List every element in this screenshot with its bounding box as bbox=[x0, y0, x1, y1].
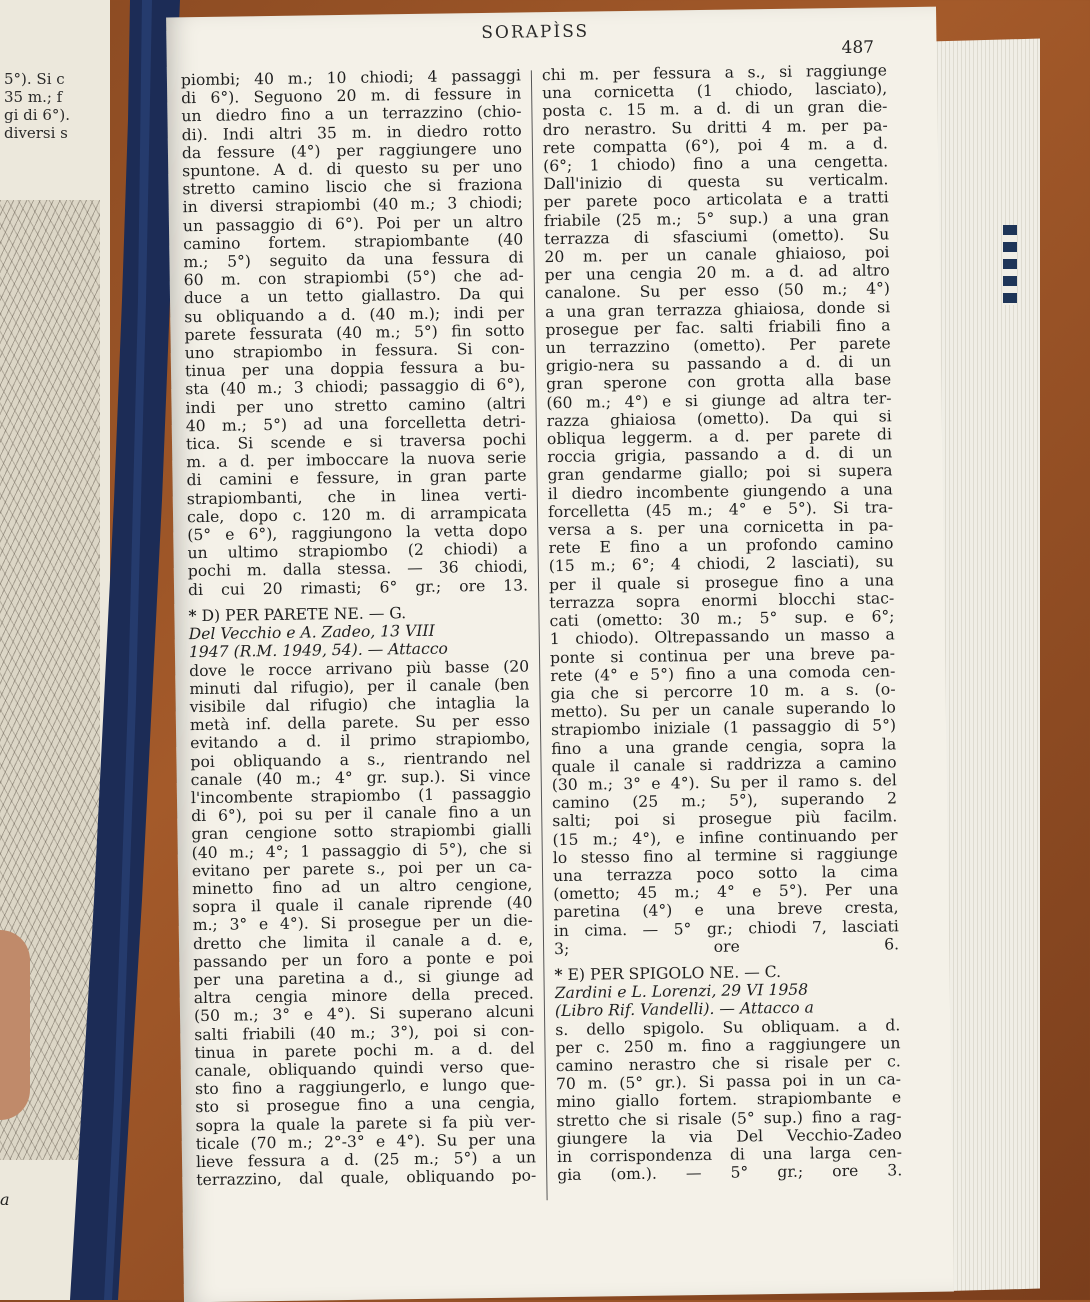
text-line: cale, dopo c. 120 m. di arrampicata bbox=[186, 503, 528, 527]
text-line: 40 m.; 5°) ad una forcelletta detri- bbox=[185, 412, 526, 436]
text-line: un diedro fino a un terrazzino (chio- bbox=[181, 102, 522, 126]
text-line: di). Indi altri 35 m. in diedro rotto bbox=[181, 121, 522, 144]
text-line: sto fino a raggiungerlo, e lungo que- bbox=[194, 1075, 536, 1099]
text-line: gia (om.). — 5° gr.; ore 3. bbox=[557, 1161, 903, 1185]
text-line: metto). Su per un canale superando lo bbox=[550, 698, 896, 722]
page-number: 487 bbox=[841, 37, 875, 59]
text-line: dretto che limita il canale a d. e, bbox=[192, 929, 534, 953]
text-line: (15 m.; 4°), e infine continuando per bbox=[552, 825, 898, 849]
text-line: 70 m. (5° gr.). Si passa poi in un ca- bbox=[555, 1070, 902, 1094]
text-line: tica. Si scende e si traversa pochi bbox=[185, 430, 527, 454]
text-line: da fessure (4°) per raggiungere uno bbox=[181, 139, 523, 163]
text-line: terrazzino, dal quale, obliquando po- bbox=[196, 1166, 537, 1190]
text-line: duce a un tetto giallastro. Da qui bbox=[183, 284, 525, 308]
text-line: passando per un foro a ponte e poi bbox=[193, 948, 534, 971]
text-line: terrazza sopra enormi blocchi stac- bbox=[549, 589, 895, 613]
left-fragment-line: diversi s bbox=[4, 124, 68, 142]
text-line: friabile (25 m.; 5° sup.) a una gran bbox=[543, 206, 890, 230]
text-line: sopra la quale la parete si fa più ver- bbox=[195, 1111, 536, 1135]
text-line: Dall'inizio di questa su verticalm. bbox=[543, 170, 889, 194]
text-line: per c. 250 m. fino a raggiungere un bbox=[555, 1034, 901, 1057]
text-line: gia che si percorre 10 m. a s. (o- bbox=[550, 680, 896, 704]
text-line: 3; ore 6. bbox=[553, 935, 900, 958]
left-page-marker: a bbox=[0, 1190, 10, 1209]
text-line: in diversi strapiombi (40 m.; 3 chiodi; bbox=[182, 193, 523, 217]
text-line: grigio-nera su passando a d. di un bbox=[545, 352, 892, 376]
text-line: ponte si continua per una breve pa- bbox=[549, 643, 896, 667]
text-line: rete compatta (6°), poi 4 m. a d. bbox=[542, 134, 889, 158]
text-line: di 6°), poi su per il canale fino a un bbox=[191, 802, 532, 826]
text-line: tinua in parete pochi m. a d. del bbox=[194, 1039, 535, 1062]
text-line: (50 m.; 3° e 4°). Si superano alcuni bbox=[193, 1002, 535, 1026]
text-line: obliqua leggerm. a d. per parete di bbox=[546, 425, 893, 449]
text-line: cati (ometto: 30 m.; 5° sup. e 6°; bbox=[549, 607, 895, 631]
text-line: stretto camino liscio che si fraziona bbox=[182, 175, 523, 199]
route-star-marker: * bbox=[188, 605, 197, 626]
text-line: (40 m.; 4°; 1 passaggio di 5°), che si bbox=[191, 838, 532, 862]
text-line: roccia grigia, passando a d. di un bbox=[547, 443, 893, 467]
left-fragment-line: 35 m.; f bbox=[4, 88, 63, 106]
text-line: prosegue per fac. salti friabili fino a bbox=[545, 316, 891, 340]
text-line: a una gran terrazza ghiaiosa, donde si bbox=[545, 297, 891, 321]
text-line: camino nerastro che si risale per c. bbox=[555, 1052, 901, 1076]
text-line: in corrispondenza di una larga cen- bbox=[556, 1143, 903, 1167]
text-line: salti friabili (40 m.; 3°), poi si con- bbox=[194, 1020, 535, 1044]
text-line: dro nerastro. Su dritti 4 m. per pa- bbox=[542, 115, 888, 139]
text-line: piombi; 40 m.; 10 chiodi; 4 passaggi bbox=[180, 66, 522, 90]
text-line: sto si prosegue fino a una cengia, bbox=[195, 1093, 536, 1117]
text-line: camino fortem. strapiombante (40 bbox=[183, 230, 524, 254]
text-line: strapiombo iniziale (1 passaggio di 5°) bbox=[550, 716, 897, 740]
text-line: in cima. — 5° gr.; chiodi 7, lasciati bbox=[553, 916, 899, 940]
text-line: terrazza di sfasciumi (ometto). Su bbox=[544, 225, 890, 249]
text-line: versa a s. per una cornicetta in pa- bbox=[548, 516, 894, 540]
text-line: una cornicetta (1 chiodo, lasciato), bbox=[542, 79, 888, 103]
text-line: un ultimo strapiombo (2 chiodi) a bbox=[187, 539, 528, 563]
text-line: di cui 20 rimasti; 6° gr.; ore 13. bbox=[187, 576, 529, 599]
route-authors-line: 1947 (R.M. 1949, 54). — Attacco bbox=[188, 639, 449, 662]
text-line: parete fessurata (40 m.; 5°) fin sotto bbox=[184, 321, 525, 345]
text-line: 20 m. per un canale ghiaioso, poi bbox=[544, 243, 890, 267]
text-line: forcelletta (45 m.; 4° e 5°). Si tra- bbox=[547, 498, 894, 522]
text-line: chi m. per fessura a s., si raggiunge bbox=[541, 61, 888, 85]
text-line: ticale (70 m.; 2°-3° e 4°). Su per una bbox=[195, 1130, 536, 1153]
route-authors-line: (Libro Rif. Vandelli). — Attacco a bbox=[554, 998, 814, 1021]
text-line: 60 m. con strapiombi (5°) che ad- bbox=[183, 266, 524, 290]
text-line: giungere la via Del Vecchio-Zadeo bbox=[556, 1125, 902, 1148]
text-line: rete E fino a un profondo camino bbox=[548, 534, 894, 558]
text-line: sta (40 m.; 3 chiodi; passaggio di 6°), bbox=[185, 375, 526, 399]
text-line: (60 m.; 4°) e si giunge ad altra ter- bbox=[546, 389, 892, 412]
text-line: un terrazzino (ometto). Per parete bbox=[545, 334, 891, 358]
text-line: di 6°). Seguono 20 m. di fessure in bbox=[181, 84, 522, 108]
cover-stripe bbox=[1003, 225, 1017, 305]
text-line: di camini e fessure, in gran parte bbox=[186, 466, 527, 490]
text-line: posta c. 15 m. a d. di un gran die- bbox=[542, 97, 888, 121]
book-page bbox=[166, 7, 954, 1302]
text-line: m.; 5°) seguito da una fessura di bbox=[183, 248, 524, 272]
text-line: paretina (4°) e una breve cresta, bbox=[553, 898, 899, 922]
text-line: mino giallo fortem. strapiombante e bbox=[556, 1088, 902, 1112]
text-line: visibile dal rifugio) che intaglia la bbox=[189, 693, 530, 717]
text-line: gran sperone con grotta alla base bbox=[546, 370, 892, 394]
text-line: quale il canale si raddrizza a camino bbox=[551, 753, 897, 776]
text-line: minetto fino ad un altro cengione, bbox=[192, 875, 533, 899]
text-line: indi per uno stretto camino (altri bbox=[185, 394, 526, 417]
left-fragment-line: gi di 6°). bbox=[4, 106, 70, 124]
text-line: evitano per parete s., poi per un ca- bbox=[191, 857, 533, 880]
text-line: (30 m.; 3° e 4°). Su per il ramo s. del bbox=[551, 771, 897, 795]
left-fragment-line: 5°). Si c bbox=[4, 70, 65, 88]
text-line: gran cengione sotto strapiombi gialli bbox=[191, 820, 532, 844]
text-line: fino a una grande cengia, sopra la bbox=[551, 734, 897, 758]
text-line: altra cengia minore della preced. bbox=[193, 984, 534, 1008]
text-line: rete (4° e 5°) fino a una comoda cen- bbox=[550, 662, 896, 685]
text-line: stretto che si risale (5° sup.) fino a rag- bbox=[556, 1106, 902, 1130]
text-line: 1 chiodo). Oltrepassando un masso a bbox=[549, 625, 895, 649]
text-line: per parete poco articolata e a tratti bbox=[543, 188, 889, 212]
text-column-right bbox=[542, 61, 903, 1184]
text-line: strapiombanti, che in linea verti- bbox=[186, 485, 527, 508]
text-line: s. dello spigolo. Su obliquam. a d. bbox=[555, 1015, 901, 1039]
text-line: m.; 3° e 4°). Si prosegue per un die- bbox=[192, 911, 533, 935]
text-line: per una paretina a d., si giunge ad bbox=[193, 966, 534, 990]
thumb bbox=[0, 930, 30, 1120]
text-line: il diedro incombente giungendo a una bbox=[547, 480, 893, 503]
text-line: sopra il quale il canale riprende (40 bbox=[192, 893, 533, 917]
text-line: evitando a d. il primo strapiombo, bbox=[190, 729, 531, 753]
route-star-marker: * bbox=[554, 964, 563, 985]
text-line: per il quale si prosegue fino a una bbox=[548, 571, 895, 594]
route-heading-text: E) PER SPIGOLO NE. — C. bbox=[567, 962, 782, 984]
text-line: dove le rocce arrivano più basse (20 bbox=[189, 656, 530, 680]
text-line: razza ghiaiosa (ometto). Da qui si bbox=[546, 407, 892, 431]
text-column-left bbox=[181, 66, 537, 1189]
text-line: minuti dal rifugio), per il canale (ben bbox=[189, 675, 530, 698]
bookmark-ribbon bbox=[30, 0, 180, 1300]
text-line: m. a d. per imboccare la nuova serie bbox=[186, 448, 527, 472]
text-line: uno strapiombo in fessura. Si con- bbox=[184, 339, 525, 363]
text-line: per una cengia 20 m. a d. ad altro bbox=[544, 261, 890, 285]
text-line: canalone. Su per esso (50 m.; 4°) bbox=[544, 279, 891, 303]
text-line: gran gendarme giallo; poi si supera bbox=[547, 461, 893, 485]
text-line: canale (40 m.; 4° gr. sup.). Si vince bbox=[190, 766, 531, 789]
text-line: l'incombente strapiombo (1 passaggio bbox=[190, 784, 532, 808]
route-authors-line: Del Vecchio e A. Zadeo, 13 VIII bbox=[188, 621, 435, 644]
text-line: tinua per una doppia fessura a bu- bbox=[184, 357, 526, 381]
text-line: lo stesso fino al termine si raggiunge bbox=[552, 844, 898, 867]
text-line: poi obliquando a s., rientrando nel bbox=[190, 747, 531, 771]
text-line: spuntone. A d. di questo su per uno bbox=[182, 157, 523, 181]
text-line: un passaggio di 6°). Poi per un altro bbox=[182, 212, 524, 235]
text-line: lieve fessura a d. (25 m.; 5°) a un bbox=[195, 1148, 537, 1172]
text-line: (15 m.; 6°; 4 chiodi, 2 lasciati), su bbox=[548, 552, 894, 576]
running-head: SORAPÌSS bbox=[481, 21, 590, 44]
text-line: canale, obliquando quindi verso que- bbox=[194, 1057, 535, 1081]
text-line: metà inf. della parete. Su per esso bbox=[189, 711, 531, 735]
text-line: (ometto; 45 m.; 4° e 5°). Per una bbox=[553, 880, 899, 904]
route-heading-text: D) PER PARETE NE. — G. bbox=[201, 604, 407, 625]
text-line: pochi m. dalla stessa. — 36 chiodi, bbox=[187, 557, 528, 581]
text-line: su obliquando a d. (40 m.); indi per bbox=[184, 303, 525, 326]
text-line: camino (25 m.; 5°), superando 2 bbox=[551, 789, 898, 813]
text-line: (6°; 1 chiodo) fino a una cengetta. bbox=[543, 152, 889, 176]
text-line: (5° e 6°), raggiungono la vetta dopo bbox=[187, 521, 528, 545]
text-line: salti; poi si prosegue più facilm. bbox=[552, 807, 898, 831]
text-line: una terrazza poco sotto la cima bbox=[552, 862, 899, 886]
route-authors-line: Zardini e L. Lorenzi, 29 VI 1958 bbox=[554, 980, 809, 1003]
